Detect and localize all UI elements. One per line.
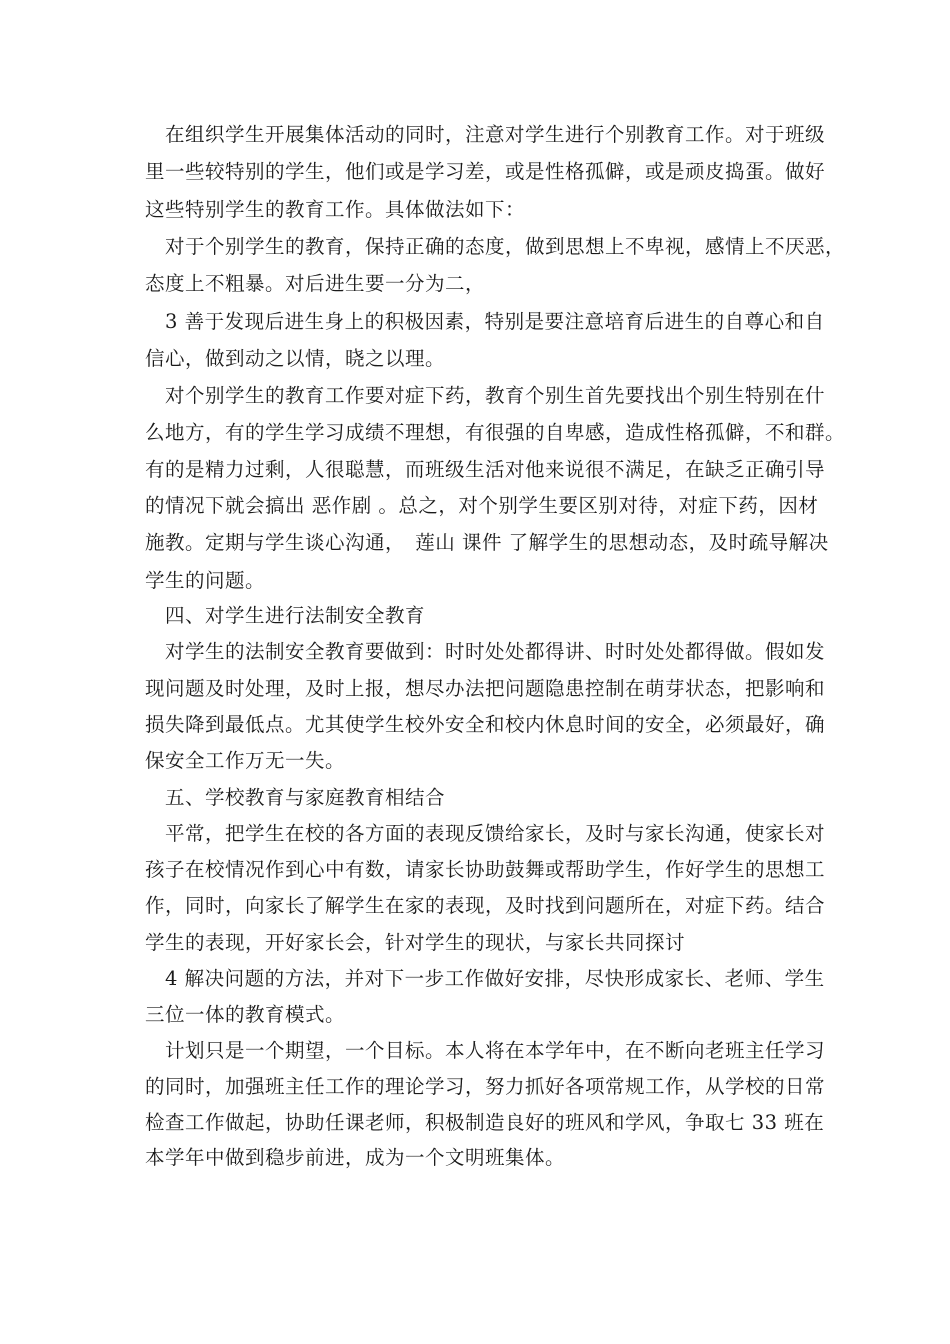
text-line: 作，同时，向家长了解学生在家的表现，及时找到问题所在，对症下药。结合 (145, 894, 826, 917)
text-line: 平常，把学生在校的各方面的表现反馈给家长，及时与家长沟通，使家长对 (145, 822, 826, 845)
text-line: 在组织学生开展集体活动的同时，注意对学生进行个别教育工作。对于班级 (145, 123, 826, 146)
text-line: 对个别学生的教育工作要对症下药，教育个别生首先要找出个别生特别在什 (145, 384, 826, 407)
text-line: 的情况下就会搞出 恶作剧 。总之，对个别学生要区别对待，对症下药，因材 (145, 494, 819, 517)
text-line: 保安全工作万无一失。 (145, 749, 346, 772)
text-line: 三位一体的教育模式。 (145, 1003, 346, 1026)
text-line: 检查工作做起，协助任课老师，积极制造良好的班风和学风，争取七 33 班在 (145, 1111, 825, 1134)
text-line: 学生的问题。 (145, 569, 266, 592)
text-line: 3 善于发现后进生身上的积极因素，特别是要注意培育后进生的自尊心和自 (145, 310, 825, 333)
section-heading: 四、对学生进行法制安全教育 (145, 604, 426, 627)
text-line: 里一些较特别的学生，他们或是学习差，或是性格孤僻，或是顽皮捣蛋。做好 (145, 160, 826, 183)
text-line: 损失降到最低点。尤其使学生校外安全和校内休息时间的安全，必须最好，确 (145, 713, 826, 736)
text-line: 现问题及时处理，及时上报，想尽办法把问题隐患控制在萌芽状态，把影响和 (145, 677, 826, 700)
text-line: 施教。定期与学生谈心沟通， 莲山 课件 了解学生的思想动态，及时疏导解决 (145, 531, 829, 554)
text-line: 对于个别学生的教育，保持正确的态度，做到思想上不卑视，感情上不厌恶， (145, 235, 846, 258)
text-line: 计划只是一个期望，一个目标。本人将在本学年中，在不断向老班主任学习 (145, 1039, 826, 1062)
text-line: 有的是精力过剩，人很聪慧，而班级生活对他来说很不满足，在缺乏正确引导 (145, 458, 826, 481)
text-line: 的同时，加强班主任工作的理论学习，努力抓好各项常规工作，从学校的日常 (145, 1075, 826, 1098)
text-line: 信心，做到动之以情，晓之以理。 (145, 347, 446, 370)
text-line: 孩子在校情况作到心中有数，请家长协助鼓舞或帮助学生，作好学生的思想工 (145, 858, 826, 881)
text-line: 这些特别学生的教育工作。具体做法如下： (145, 198, 526, 221)
text-line: 本学年中做到稳步前进，成为一个文明班集体。 (145, 1146, 566, 1169)
section-heading: 五、学校教育与家庭教育相结合 (145, 786, 446, 809)
text-line: 学生的表现，开好家长会，针对学生的现状，与家长共同探讨 (145, 931, 686, 954)
text-line: 4 解决问题的方法，并对下一步工作做好安排，尽快形成家长、老师、学生 (145, 967, 825, 990)
text-line: 么地方，有的学生学习成绩不理想，有很强的自卑感，造成性格孤僻，不和群。 (145, 421, 846, 444)
text-line: 对学生的法制安全教育要做到：时时处处都得讲、时时处处都得做。假如发 (145, 640, 826, 663)
text-line: 态度上不粗暴。对后进生要一分为二， (145, 272, 486, 295)
